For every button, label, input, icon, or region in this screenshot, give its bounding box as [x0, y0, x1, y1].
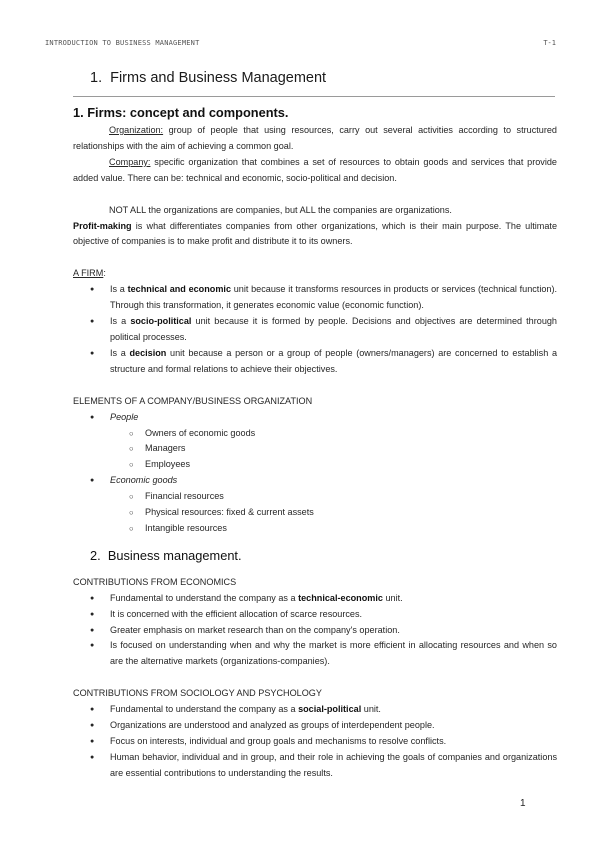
- elements-heading: ELEMENTS OF A COMPANY/BUSINESS ORGANIZATION: [73, 395, 313, 406]
- running-header-chapter: T-1: [543, 39, 556, 47]
- title-number: 1.: [90, 70, 103, 86]
- company-definition: [73, 155, 557, 187]
- sociology-heading: CONTRIBUTIONS FROM SOCIOLOGY AND PSYCHOLOGY: [73, 688, 322, 699]
- profit-term: Profit-making: [73, 220, 132, 231]
- list-item: ● Is a decision unit because a person or a group of people (owners/managers) are concerned to establish a structure and formal relations to achieve their objectives.: [73, 346, 557, 378]
- list-item: ● It is concerned with the efficient allocation of scarce resources.: [73, 607, 557, 623]
- economic-goods-label: Economic goods: [110, 475, 178, 486]
- list-item: ● Fundamental to understand the company as a social-political unit.: [73, 702, 557, 718]
- section-2-heading: 2. Business management.: [90, 547, 242, 563]
- company-term: Company:: [109, 156, 151, 167]
- list-item: ● Fundamental to understand the company as a technical-economic unit.: [73, 591, 557, 607]
- list-item: ● Is a technical and economic unit because it transforms resources in products or services (technical function). Through this transformation, it generates economic value (economic function).: [73, 282, 557, 314]
- list-item: ● Human behavior, individual and in group, and their role in achieving the goals of companies and organizations are essential contributions to understanding the results.: [73, 750, 557, 782]
- list-item: ○ Financial resources: [73, 489, 557, 505]
- page-title: [90, 70, 326, 86]
- running-header-title: INTRODUCTION TO BUSINESS MANAGEMENT: [45, 39, 200, 47]
- firm-heading: A FIRM:: [73, 268, 106, 279]
- list-item: ● Organizations are understood and analyzed as groups of interdependent people.: [73, 718, 557, 734]
- profit-text: is what differentiates companies from other organizations, which is their main purpose. The ultimate objective of companies is to make profit and distribute it to its owners.: [73, 220, 557, 247]
- economics-list: [73, 591, 557, 671]
- list-item: ● Is focused on understanding when and why the market is more efficient in allocating resources and when so are the alternative markets (organizations-companies).: [73, 638, 557, 670]
- organization-term: Organization:: [109, 125, 164, 135]
- list-item: ○ Physical resources: fixed & current assets: [73, 505, 557, 521]
- elements-list: [73, 410, 557, 426]
- page-number: 1: [520, 798, 526, 809]
- firm-label: A FIRM: [73, 268, 104, 279]
- title-divider: [73, 96, 555, 97]
- people-label: People: [110, 411, 139, 422]
- list-item: ○ Intangible resources: [73, 521, 557, 537]
- people-sublist: [73, 426, 557, 474]
- list-item: [73, 410, 557, 426]
- profit-paragraph: [73, 219, 557, 251]
- company-text: specific organization that combines a set of resources to obtain goods and services that provide added value. There can be: technical and economic, socio-political and decision.: [73, 156, 557, 183]
- section-1-heading: 1. Firms: concept and components.: [73, 105, 289, 120]
- list-item: ● Focus on interests, individual and group goals and mechanisms to resolve conflicts.: [73, 734, 557, 750]
- document-body: [73, 104, 557, 782]
- sociology-list: [73, 702, 557, 782]
- firm-list: [73, 282, 557, 377]
- not-all-statement: NOT ALL the organizations are companies, but ALL the companies are organizations.: [109, 204, 452, 215]
- list-item: ● Greater emphasis on market research than on the company's operation.: [73, 623, 557, 639]
- list-item: ○ Employees: [73, 457, 557, 473]
- economics-heading: CONTRIBUTIONS FROM ECONOMICS: [73, 576, 237, 587]
- organization-text: group of people that using resources, carry out several activities according to structured relationships with the aim of achieving a common goal.: [73, 125, 557, 151]
- list-item: ○ Owners of economic goods: [73, 426, 557, 442]
- goods-sublist: [73, 489, 557, 537]
- list-item: ○ Managers: [73, 441, 557, 457]
- list-item: ● Is a socio-political unit because it is formed by people. Decisions and objectives are determined through political processes.: [73, 314, 557, 346]
- title-text: Firms and Business Management: [110, 70, 327, 86]
- list-item: [73, 473, 557, 489]
- organization-definition: [73, 123, 557, 155]
